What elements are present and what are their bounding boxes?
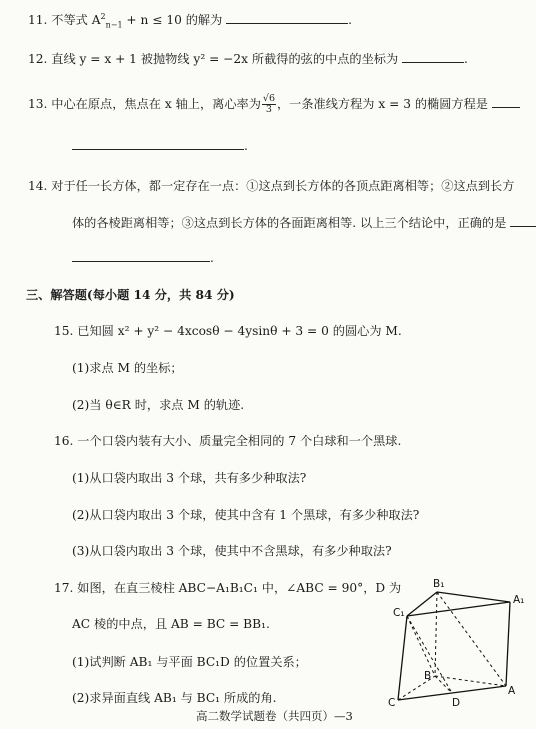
question-15-part2: (2)当 θ∈R 时，求点 M 的轨迹. [72, 398, 245, 412]
question-17-part2: (2)求异面直线 AB₁ 与 BC₁ 所成的角. [72, 691, 277, 705]
prism-figure [380, 578, 530, 716]
label-a1: A₁ [513, 594, 525, 606]
label-a: A [508, 685, 516, 697]
q13-answer-blank-2[interactable] [72, 137, 244, 150]
question-17-part1: (1)试判断 AB₁ 与平面 BC₁D 的位置关系； [72, 655, 307, 669]
question-17-stem-1: 17. 如图，在直三棱柱 ABC−A₁B₁C₁ 中，∠ABC = 90°，D 为 [54, 581, 402, 595]
label-b1: B₁ [433, 578, 445, 590]
question-14-line1: 14. 对于任一长方体，都一定存在一点：①这点到长方体的各顶点距离相等；②这点到长方 [28, 179, 515, 193]
label-c1: C₁ [393, 607, 405, 619]
q13-period: . [244, 139, 248, 153]
label-c: C [388, 697, 396, 709]
question-16-part3: (3)从口袋内取出 3 个球，使其中不含黑球，有多少种取法? [72, 544, 392, 558]
question-14-cont [72, 249, 214, 266]
q14-line2-text: 体的各棱距离相等；③这点到长方体的各面距离相等. 以上三个结论中，正确的是 [72, 216, 507, 230]
q13-frac-num: √6 [262, 93, 275, 104]
question-16-part1: (1)从口袋内取出 3 个球，共有多少种取法? [72, 471, 307, 485]
question-15-stem: 15. 已知圆 x² + y² − 4xcosθ − 4ysinθ + 3 = 0 的圆心为 M. [54, 324, 402, 338]
label-d: D [452, 697, 461, 709]
question-13 [28, 94, 520, 115]
question-14-line2 [72, 214, 536, 231]
question-16-part2: (2)从口袋内取出 3 个球，使其中含有 1 个黑球，有多少种取法? [72, 508, 420, 522]
label-b: B [424, 670, 432, 682]
edge-b1-a [437, 592, 506, 686]
edge-b-a [435, 676, 506, 686]
question-16-stem: 16. 一个口袋内装有大小、质量完全相同的 7 个白球和一个黑球. [54, 434, 402, 448]
question-13-cont [72, 137, 248, 154]
q11-period: . [348, 13, 353, 28]
q11-sup: 2 [100, 12, 106, 21]
edge-b1-b [435, 592, 437, 676]
question-17-stem-2: AC 棱的中点，且 AB = BC = BB₁. [72, 617, 270, 631]
q12-text: 12. 直线 y = x + 1 被抛物线 y² = −2x 所截得的弦的中点的坐标为 [28, 52, 399, 66]
q11-sub: n−1 [105, 20, 123, 30]
q11-text: 11. 不等式 A [28, 13, 101, 28]
q13-text-a: 13. 中心在原点，焦点在 x 轴上，离心率为 [28, 97, 261, 111]
page-footer: 高二数学试题卷（共四页）—3 [196, 709, 353, 723]
q13-answer-blank-1[interactable] [492, 95, 520, 108]
q12-period: . [464, 52, 468, 66]
q13-fraction [262, 94, 276, 115]
q11-answer-blank[interactable] [226, 11, 348, 24]
q12-answer-blank[interactable] [402, 50, 464, 63]
q11-text-b: + n ≤ 10 的解为 [122, 13, 223, 28]
question-11 [28, 9, 352, 34]
edge-b1-a1 [437, 592, 510, 602]
section-3-title: 三、解答题(每小题 14 分，共 84 分) [26, 288, 235, 302]
q13-text-b: ，一条准线方程为 x = 3 的椭圆方程是 [277, 97, 488, 111]
q14-answer-blank-2[interactable] [72, 249, 210, 262]
q14-period: . [210, 251, 214, 265]
edge-c1-c [398, 616, 407, 700]
question-12 [28, 50, 468, 67]
q14-answer-blank-1[interactable] [510, 214, 536, 227]
question-15-part1: (1)求点 M 的坐标； [72, 361, 183, 375]
edge-a1-a [506, 602, 510, 686]
q13-frac-den: 3 [265, 104, 272, 115]
edge-c1-b [407, 616, 435, 676]
